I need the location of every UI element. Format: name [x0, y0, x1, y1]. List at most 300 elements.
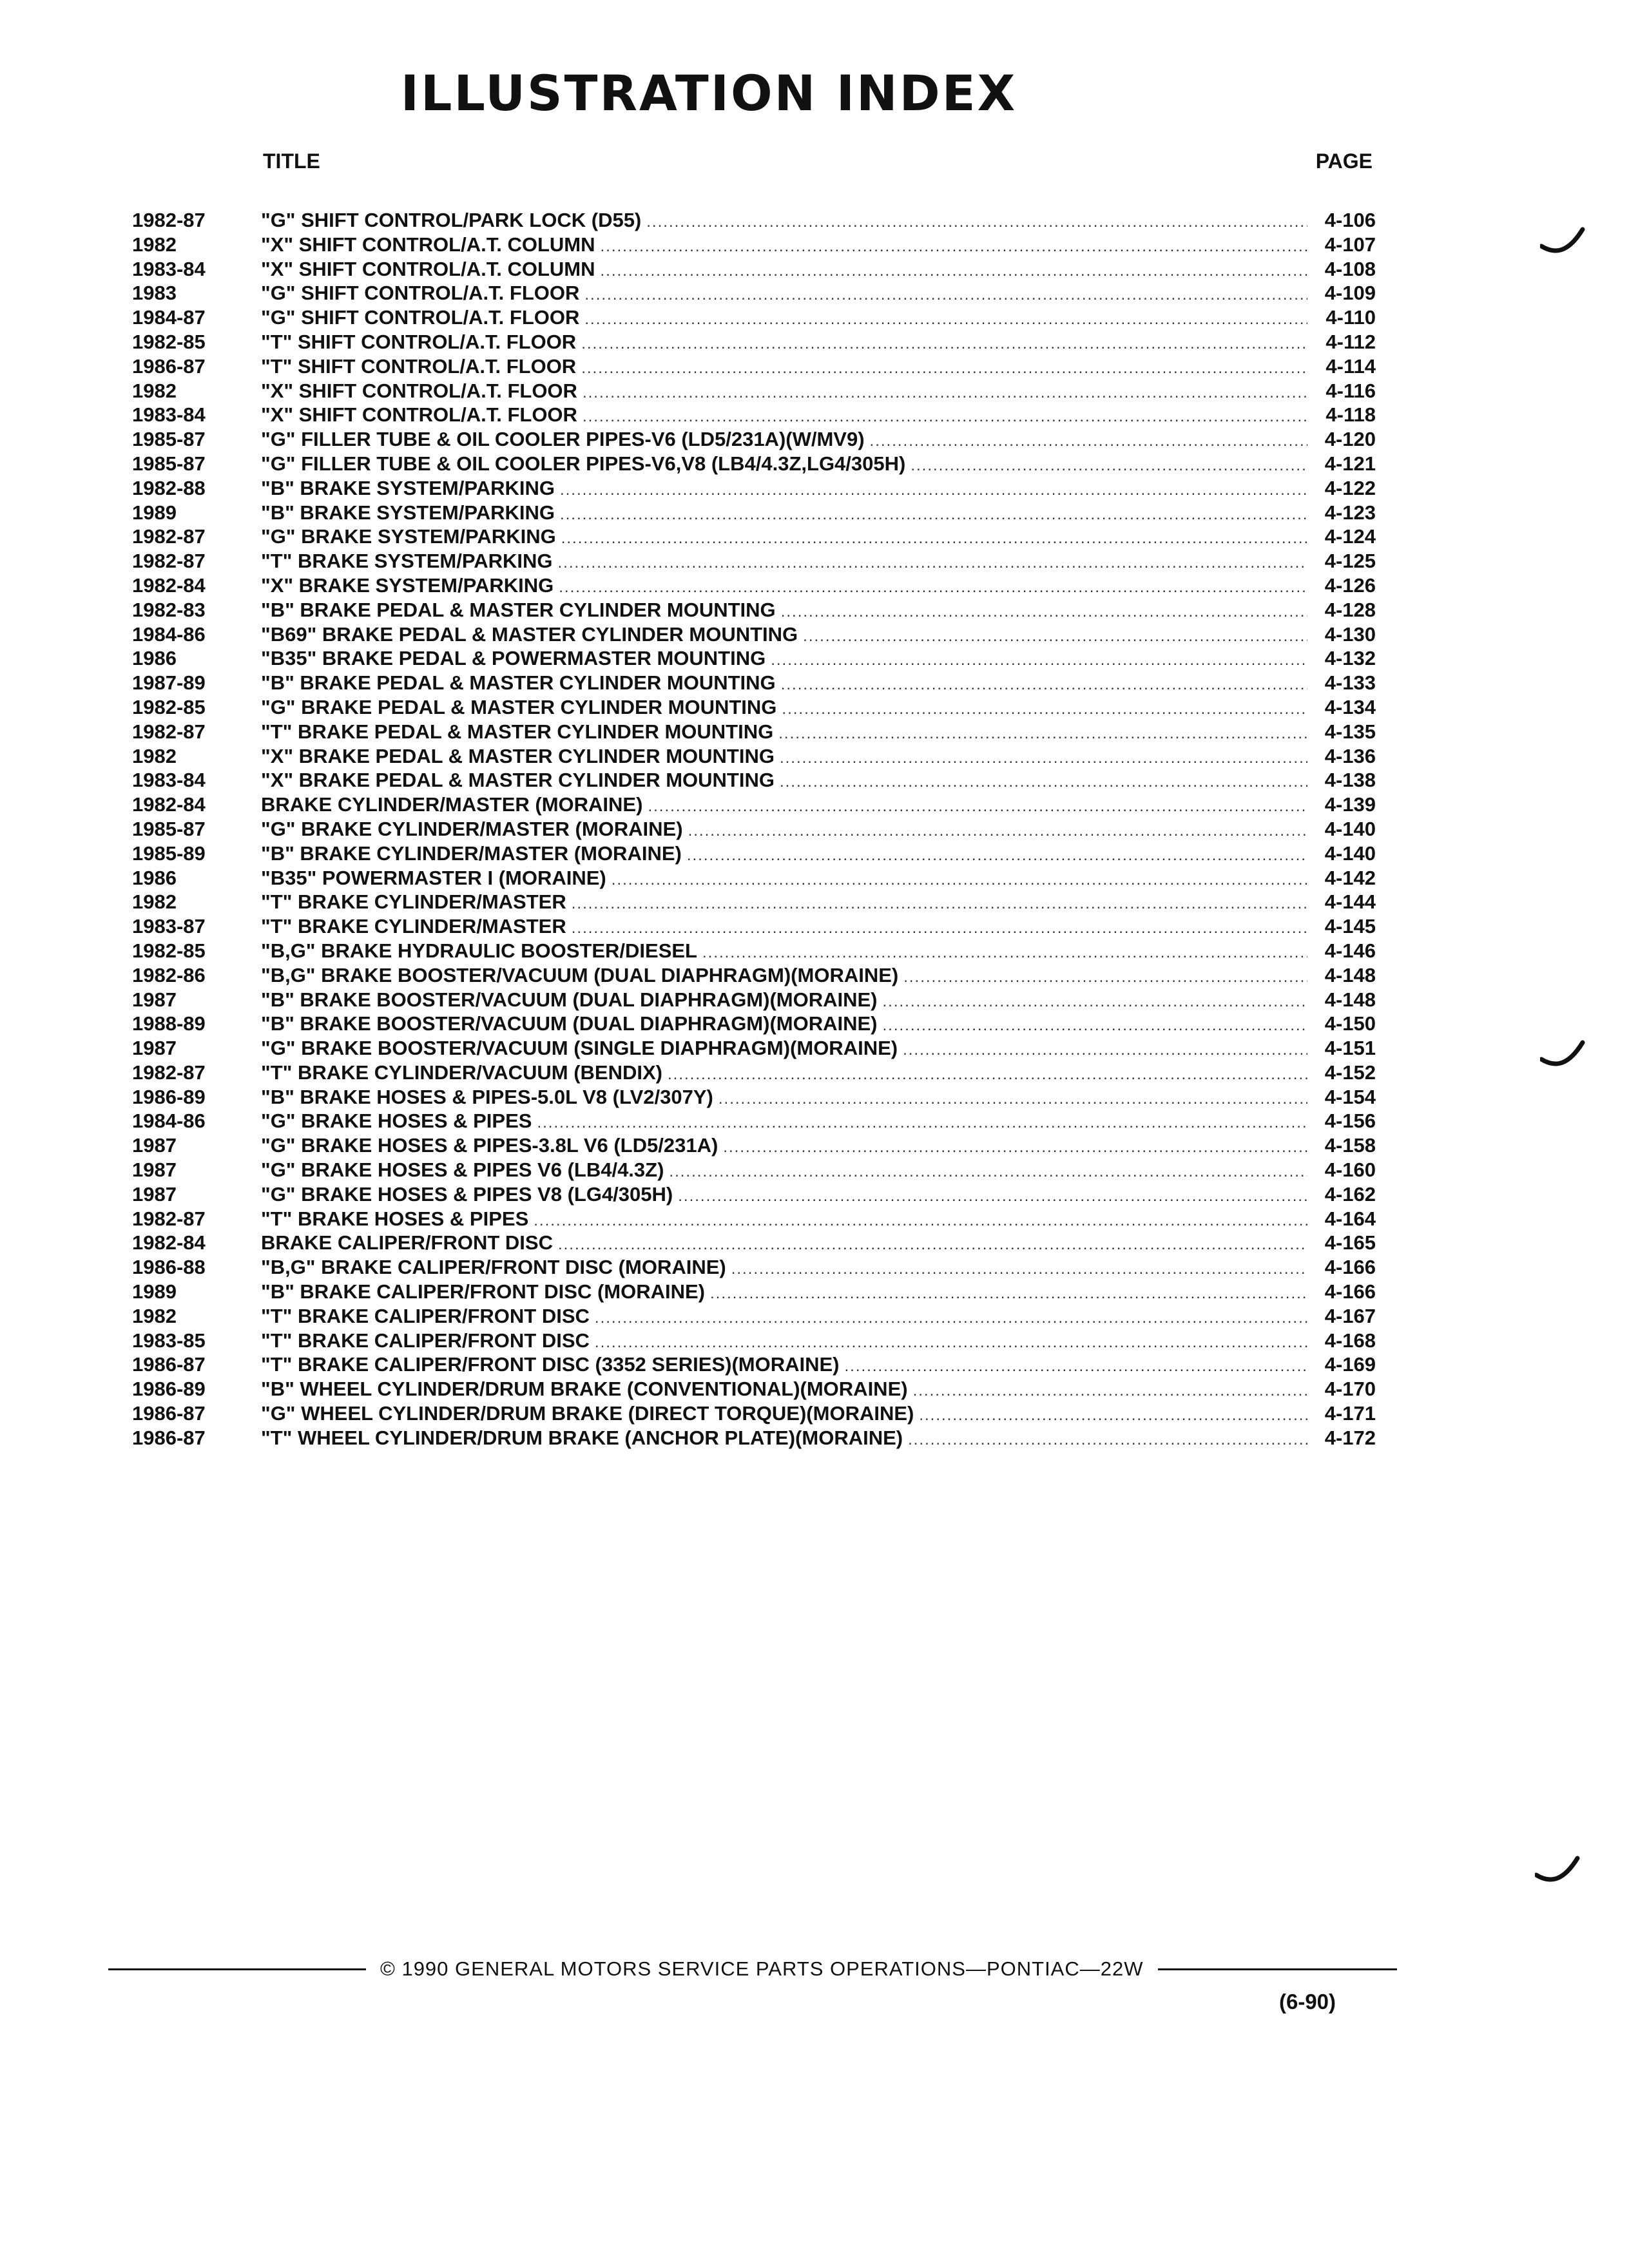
- leader-dots: [561, 526, 1307, 551]
- leader-dots: [537, 1111, 1307, 1135]
- entry-page: 4-164: [1324, 1207, 1376, 1230]
- entry-page: 4-136: [1324, 744, 1376, 767]
- entry-page: 4-126: [1324, 573, 1376, 597]
- entry-year: 1982-87: [132, 525, 206, 548]
- leader-dots: [600, 259, 1307, 284]
- entry-leader-line: [261, 866, 1376, 892]
- entry-year: 1986-87: [132, 1426, 206, 1449]
- index-entry: [132, 914, 1376, 939]
- entry-title: "G" SHIFT CONTROL/PARK LOCK (D55): [261, 209, 642, 231]
- entry-year: 1987: [132, 988, 177, 1011]
- entry-page: 4-125: [1324, 550, 1376, 573]
- entry-title: "B" BRAKE SYSTEM/PARKING: [261, 476, 555, 499]
- entry-year: 1989: [132, 1280, 177, 1303]
- entry-page: 4-106: [1324, 209, 1376, 231]
- index-entry: [132, 768, 1376, 793]
- entry-title: "T" BRAKE HOSES & PIPES: [261, 1207, 529, 1230]
- entry-title: "B" BRAKE SYSTEM/PARKING: [261, 501, 555, 524]
- margin-tick-mark: [1540, 1039, 1585, 1071]
- entry-title: "B,G" BRAKE BOOSTER/VACUUM (DUAL DIAPHRAGM)(MORAINE): [261, 963, 899, 986]
- entry-year: 1983-87: [132, 915, 206, 938]
- entry-page: 4-160: [1324, 1158, 1376, 1182]
- index-entry: [132, 1231, 1376, 1255]
- entry-leader-line: [261, 1061, 1376, 1087]
- leader-dots: [669, 1160, 1307, 1184]
- entry-page: 4-171: [1324, 1402, 1376, 1425]
- entry-leader-line: [261, 524, 1376, 551]
- entry-page: 4-158: [1324, 1134, 1376, 1157]
- leader-dots: [702, 941, 1307, 965]
- entry-leader-line: [261, 720, 1376, 746]
- entry-year: 1987-89: [132, 671, 206, 695]
- entry-year: 1984-86: [132, 622, 206, 646]
- leader-dots: [559, 575, 1307, 600]
- entry-year: 1982-88: [132, 476, 206, 499]
- entry-leader-line: [261, 573, 1376, 600]
- index-entry: [132, 1304, 1376, 1329]
- index-entry: [132, 622, 1376, 647]
- entry-page: 4-112: [1325, 330, 1376, 353]
- leader-dots: [581, 332, 1307, 356]
- index-entry: [132, 403, 1376, 427]
- entry-page: 4-148: [1324, 963, 1376, 986]
- index-entry: [132, 1329, 1376, 1353]
- leader-dots: [583, 381, 1307, 405]
- entry-title: "B69" BRAKE PEDAL & MASTER CYLINDER MOUNTING: [261, 622, 798, 646]
- entry-title: "B" WHEEL CYLINDER/DRUM BRAKE (CONVENTIONAL)(MORAINE): [261, 1378, 908, 1401]
- entry-title: "B" BRAKE PEDAL & MASTER CYLINDER MOUNTING: [261, 598, 776, 621]
- entry-leader-line: [261, 963, 1376, 990]
- entry-page: 4-110: [1325, 306, 1376, 329]
- footer-rule-left: [108, 1968, 366, 1970]
- entry-page: 4-166: [1324, 1280, 1376, 1303]
- entry-title: "X" SHIFT CONTROL/A.T. FLOOR: [261, 379, 577, 402]
- entry-year: 1987: [132, 1182, 177, 1206]
- entry-page: 4-154: [1324, 1085, 1376, 1108]
- entry-title: "G" FILLER TUBE & OIL COOLER PIPES-V6 (LD5/231A)(W/MV9): [261, 428, 865, 451]
- index-entry: [132, 1085, 1376, 1110]
- entry-leader-line: [261, 233, 1376, 259]
- leader-dots: [911, 454, 1307, 478]
- entry-year: 1986-89: [132, 1085, 206, 1108]
- entry-page: 4-148: [1324, 988, 1376, 1011]
- entry-leader-line: [261, 1231, 1376, 1257]
- entry-title: "G" BRAKE HOSES & PIPES-3.8L V6 (LD5/231A): [261, 1134, 718, 1157]
- leader-dots: [903, 965, 1307, 990]
- entry-page: 4-166: [1324, 1256, 1376, 1279]
- entry-page: 4-139: [1324, 793, 1376, 816]
- leader-dots: [646, 210, 1307, 235]
- entry-year: 1982: [132, 890, 177, 914]
- entry-leader-line: [261, 988, 1376, 1014]
- index-entry: [132, 598, 1376, 622]
- index-entry: [132, 988, 1376, 1012]
- index-entry: [132, 1255, 1376, 1280]
- entry-leader-line: [261, 1207, 1376, 1233]
- entry-leader-line: [261, 403, 1376, 429]
- entry-page: 4-152: [1324, 1061, 1376, 1084]
- entry-title: "G" BRAKE CYLINDER/MASTER (MORAINE): [261, 817, 683, 840]
- entry-year: 1987: [132, 1134, 177, 1157]
- entry-leader-line: [261, 427, 1376, 454]
- index-entry: [132, 305, 1376, 330]
- index-entry: [132, 1133, 1376, 1158]
- entry-title: "B,G" BRAKE CALIPER/FRONT DISC (MORAINE): [261, 1256, 726, 1279]
- entry-leader-line: [261, 1158, 1376, 1184]
- leader-dots: [723, 1135, 1307, 1160]
- leader-dots: [780, 746, 1307, 771]
- index-entry: [132, 208, 1376, 233]
- index-entry: [132, 866, 1376, 890]
- entry-leader-line: [261, 452, 1376, 478]
- leader-dots: [687, 843, 1307, 868]
- entry-page: 4-140: [1324, 817, 1376, 840]
- entry-year: 1982-85: [132, 939, 206, 962]
- entry-title: "T" SHIFT CONTROL/A.T. FLOOR: [261, 330, 577, 353]
- entry-page: 4-130: [1324, 622, 1376, 646]
- entry-leader-line: [261, 1085, 1376, 1111]
- entry-year: 1983-84: [132, 769, 206, 792]
- entry-year: 1986-87: [132, 354, 206, 378]
- leader-dots: [883, 990, 1308, 1014]
- index-entry: [132, 1377, 1376, 1401]
- entry-title: "T" BRAKE CALIPER/FRONT DISC: [261, 1329, 590, 1352]
- entry-year: 1982: [132, 233, 177, 256]
- entry-title: "G" BRAKE PEDAL & MASTER CYLINDER MOUNTING: [261, 695, 777, 718]
- leader-dots: [560, 478, 1307, 503]
- entry-year: 1985-87: [132, 817, 206, 840]
- entry-leader-line: [261, 1329, 1376, 1355]
- entry-page: 4-168: [1324, 1329, 1376, 1352]
- entry-year: 1982: [132, 1304, 177, 1327]
- index-entry: [132, 671, 1376, 695]
- leader-dots: [778, 722, 1307, 746]
- entry-title: "T" BRAKE CYLINDER/VACUUM (BENDIX): [261, 1061, 662, 1084]
- entry-title: "X" BRAKE SYSTEM/PARKING: [261, 573, 554, 597]
- entry-year: 1987: [132, 1158, 177, 1182]
- entry-title: "B35" BRAKE PEDAL & POWERMASTER MOUNTING: [261, 647, 766, 670]
- footer: [108, 1957, 1397, 1981]
- leader-dots: [710, 1282, 1307, 1306]
- entry-title: "T" BRAKE CALIPER/FRONT DISC (3352 SERIES)(MORAINE): [261, 1353, 840, 1376]
- index-entry: [132, 1352, 1376, 1377]
- entry-year: 1982-87: [132, 1061, 206, 1084]
- entry-year: 1983-84: [132, 257, 206, 280]
- entry-page: 4-156: [1324, 1110, 1376, 1133]
- leader-dots: [584, 283, 1307, 307]
- entry-leader-line: [261, 1012, 1376, 1038]
- index-entry: [132, 549, 1376, 573]
- leader-dots: [595, 1331, 1307, 1355]
- entry-page: 4-114: [1325, 354, 1376, 378]
- leader-dots: [731, 1257, 1307, 1282]
- index-entry: [132, 501, 1376, 525]
- entry-year: 1986-87: [132, 1402, 206, 1425]
- margin-tick-mark: [1540, 226, 1585, 258]
- leader-dots: [919, 1403, 1307, 1428]
- entry-year: 1987: [132, 1037, 177, 1060]
- leader-dots: [883, 1014, 1308, 1038]
- entry-leader-line: [261, 793, 1376, 819]
- entry-leader-line: [261, 476, 1376, 503]
- index-entry: [132, 233, 1376, 257]
- entry-leader-line: [261, 1109, 1376, 1135]
- entry-year: 1982-85: [132, 695, 206, 718]
- margin-tick-mark: [1535, 1854, 1580, 1887]
- entry-leader-line: [261, 598, 1376, 624]
- leader-dots: [668, 1062, 1307, 1087]
- entry-year: 1988-89: [132, 1012, 206, 1035]
- entry-title: "G" BRAKE SYSTEM/PARKING: [261, 525, 556, 548]
- footer-page-code: (6-90): [1279, 1990, 1336, 2013]
- entry-leader-line: [261, 817, 1376, 843]
- leader-dots: [782, 697, 1307, 722]
- entry-title: "B" BRAKE CALIPER/FRONT DISC (MORAINE): [261, 1280, 705, 1303]
- entry-page: 4-138: [1324, 769, 1376, 792]
- leader-dots: [572, 916, 1307, 941]
- entry-title: "T" BRAKE CALIPER/FRONT DISC: [261, 1304, 590, 1327]
- leader-dots: [908, 1428, 1307, 1452]
- entry-leader-line: [261, 281, 1376, 307]
- index-entry: [132, 720, 1376, 744]
- entry-title: "B,G" BRAKE HYDRAULIC BOOSTER/DIESEL: [261, 939, 697, 962]
- entry-page: 4-122: [1324, 476, 1376, 499]
- index-entry: [132, 793, 1376, 817]
- entry-page: 4-169: [1324, 1353, 1376, 1376]
- entry-leader-line: [261, 1426, 1376, 1452]
- entry-year: 1983-84: [132, 403, 206, 427]
- entry-title: "G" BRAKE HOSES & PIPES V8 (LG4/305H): [261, 1182, 673, 1206]
- entry-title: "T" BRAKE CYLINDER/MASTER: [261, 915, 566, 938]
- entry-page: 4-123: [1324, 501, 1376, 524]
- entry-leader-line: [261, 1036, 1376, 1062]
- leader-dots: [781, 600, 1307, 624]
- entry-title: "X" SHIFT CONTROL/A.T. FLOOR: [261, 403, 577, 427]
- index-entry: [132, 379, 1376, 403]
- index-entry: [132, 257, 1376, 282]
- entry-title: "B35" POWERMASTER I (MORAINE): [261, 866, 606, 889]
- entry-leader-line: [261, 671, 1376, 697]
- entry-page: 4-107: [1324, 233, 1376, 256]
- index-entry: [132, 1036, 1376, 1061]
- entry-title: "B" BRAKE BOOSTER/VACUUM (DUAL DIAPHRAGM)(MORAINE): [261, 1012, 878, 1035]
- entry-page: 4-121: [1324, 452, 1376, 475]
- entry-title: "T" BRAKE SYSTEM/PARKING: [261, 550, 553, 573]
- entry-leader-line: [261, 1352, 1376, 1379]
- entry-page: 4-144: [1324, 890, 1376, 914]
- entry-year: 1982-83: [132, 598, 206, 621]
- entry-year: 1983-85: [132, 1329, 206, 1352]
- entry-page: 4-165: [1324, 1231, 1376, 1254]
- entry-year: 1982-84: [132, 573, 206, 597]
- entry-page: 4-167: [1324, 1304, 1376, 1327]
- entry-leader-line: [261, 208, 1376, 235]
- index-entry: [132, 573, 1376, 598]
- entry-leader-line: [261, 305, 1376, 332]
- index-entry: [132, 281, 1376, 305]
- entry-page: 4-118: [1325, 403, 1376, 427]
- entry-title: "G" BRAKE HOSES & PIPES V6 (LB4/4.3Z): [261, 1158, 664, 1182]
- entry-title: BRAKE CYLINDER/MASTER (MORAINE): [261, 793, 643, 816]
- entry-leader-line: [261, 1304, 1376, 1331]
- index-entry: [132, 354, 1376, 379]
- index-entry: [132, 524, 1376, 549]
- entry-year: 1982-84: [132, 1231, 206, 1254]
- entry-leader-line: [261, 768, 1376, 794]
- page-title: ILLUSTRATION INDEX: [400, 64, 1017, 122]
- entry-page: 4-108: [1324, 257, 1376, 280]
- entry-year: 1984-87: [132, 306, 206, 329]
- entry-year: 1985-87: [132, 452, 206, 475]
- leader-dots: [595, 1306, 1307, 1331]
- entry-page: 4-135: [1324, 720, 1376, 743]
- index-entry: [132, 817, 1376, 841]
- entry-page: 4-146: [1324, 939, 1376, 962]
- entry-year: 1982: [132, 744, 177, 767]
- entry-page: 4-172: [1324, 1426, 1376, 1449]
- index-entry: [132, 476, 1376, 501]
- entry-year: 1986: [132, 866, 177, 889]
- entry-title: "X" BRAKE PEDAL & MASTER CYLINDER MOUNTING: [261, 744, 775, 767]
- leader-dots: [771, 648, 1307, 673]
- entry-leader-line: [261, 841, 1376, 868]
- leader-dots: [600, 235, 1307, 259]
- entry-page: 4-150: [1324, 1012, 1376, 1035]
- entry-year: 1986: [132, 647, 177, 670]
- index-entry: [132, 1012, 1376, 1036]
- entry-year: 1982-87: [132, 1207, 206, 1230]
- entry-title: "G" SHIFT CONTROL/A.T. FLOOR: [261, 282, 580, 305]
- entry-title: "G" SHIFT CONTROL/A.T. FLOOR: [261, 306, 580, 329]
- index-entry: [132, 1158, 1376, 1182]
- entry-page: 4-109: [1324, 282, 1376, 305]
- entry-year: 1986-88: [132, 1256, 206, 1279]
- index-entry: [132, 695, 1376, 720]
- entry-year: 1982-86: [132, 963, 206, 986]
- entry-leader-line: [261, 646, 1376, 673]
- entry-year: 1982-87: [132, 550, 206, 573]
- entry-leader-line: [261, 257, 1376, 284]
- entry-leader-line: [261, 622, 1376, 649]
- leader-dots: [913, 1379, 1307, 1403]
- index-entry: [132, 452, 1376, 476]
- entry-title: "T" SHIFT CONTROL/A.T. FLOOR: [261, 354, 577, 378]
- leader-dots: [581, 356, 1307, 381]
- entry-title: "B" BRAKE CYLINDER/MASTER (MORAINE): [261, 841, 682, 865]
- index-entry: [132, 1207, 1376, 1231]
- leader-dots: [648, 794, 1307, 819]
- entry-title: "X" SHIFT CONTROL/A.T. COLUMN: [261, 257, 595, 280]
- index-entry: [132, 427, 1376, 452]
- entry-leader-line: [261, 1255, 1376, 1282]
- entry-leader-line: [261, 379, 1376, 405]
- entry-year: 1982-87: [132, 209, 206, 231]
- entry-leader-line: [261, 914, 1376, 941]
- leader-dots: [558, 551, 1307, 575]
- column-header-title: TITLE: [263, 149, 320, 173]
- entry-leader-line: [261, 501, 1376, 527]
- entry-page: 4-124: [1324, 525, 1376, 548]
- entry-leader-line: [261, 1182, 1376, 1209]
- entry-year: 1989: [132, 501, 177, 524]
- index-entry: [132, 330, 1376, 354]
- footer-copyright: © 1990 GENERAL MOTORS SERVICE PARTS OPERATIONS—PONTIAC—22W: [380, 1957, 1144, 1980]
- index-entries: [132, 208, 1376, 1450]
- index-entry: [132, 963, 1376, 988]
- leader-dots: [688, 819, 1307, 843]
- index-entry: [132, 939, 1376, 963]
- entry-title: BRAKE CALIPER/FRONT DISC: [261, 1231, 553, 1254]
- entry-year: 1986-87: [132, 1353, 206, 1376]
- footer-rule-right: [1158, 1968, 1398, 1970]
- index-entry: [132, 646, 1376, 671]
- leader-dots: [583, 405, 1307, 429]
- entry-leader-line: [261, 890, 1376, 916]
- entry-title: "B" BRAKE PEDAL & MASTER CYLINDER MOUNTING: [261, 671, 776, 695]
- leader-dots: [678, 1184, 1307, 1209]
- entry-leader-line: [261, 1280, 1376, 1306]
- leader-dots: [560, 503, 1307, 527]
- column-header-page: PAGE: [1315, 149, 1373, 173]
- leader-dots: [584, 307, 1307, 332]
- entry-year: 1982-85: [132, 330, 206, 353]
- entry-leader-line: [261, 549, 1376, 575]
- index-entry: [132, 1280, 1376, 1304]
- leader-dots: [870, 429, 1307, 454]
- index-entry: [132, 890, 1376, 914]
- leader-dots: [803, 624, 1307, 649]
- entry-title: "X" BRAKE PEDAL & MASTER CYLINDER MOUNTING: [261, 769, 775, 792]
- entry-page: 4-145: [1324, 915, 1376, 938]
- entry-title: "B" BRAKE HOSES & PIPES-5.0L V8 (LV2/307Y): [261, 1085, 713, 1108]
- entry-title: "B" BRAKE BOOSTER/VACUUM (DUAL DIAPHRAGM)(MORAINE): [261, 988, 878, 1011]
- entry-title: "G" BRAKE BOOSTER/VACUUM (SINGLE DIAPHRAGM)(MORAINE): [261, 1037, 898, 1060]
- entry-page: 4-142: [1324, 866, 1376, 889]
- entry-page: 4-134: [1324, 695, 1376, 718]
- leader-dots: [718, 1087, 1307, 1111]
- index-entry: [132, 1426, 1376, 1450]
- entry-page: 4-116: [1325, 379, 1376, 402]
- entry-page: 4-140: [1324, 841, 1376, 865]
- entry-leader-line: [261, 1133, 1376, 1160]
- entry-leader-line: [261, 1401, 1376, 1428]
- entry-leader-line: [261, 1377, 1376, 1403]
- entry-year: 1983: [132, 282, 177, 305]
- index-entry: [132, 1182, 1376, 1207]
- index-entry: [132, 1401, 1376, 1426]
- entry-year: 1984-86: [132, 1110, 206, 1133]
- index-entry: [132, 1061, 1376, 1085]
- entry-leader-line: [261, 695, 1376, 722]
- entry-title: "G" FILLER TUBE & OIL COOLER PIPES-V6,V8 (LB4/4.3Z,LG4/305H): [261, 452, 906, 475]
- leader-dots: [572, 892, 1307, 916]
- entry-year: 1982-87: [132, 720, 206, 743]
- leader-dots: [781, 673, 1307, 697]
- entry-year: 1985-87: [132, 428, 206, 451]
- leader-dots: [612, 868, 1307, 892]
- entry-page: 4-132: [1324, 647, 1376, 670]
- leader-dots: [534, 1209, 1307, 1233]
- entry-year: 1985-89: [132, 841, 206, 865]
- entry-leader-line: [261, 354, 1376, 381]
- entry-page: 4-128: [1324, 598, 1376, 621]
- leader-dots: [558, 1233, 1307, 1257]
- leader-dots: [780, 770, 1307, 794]
- entry-title: "T" WHEEL CYLINDER/DRUM BRAKE (ANCHOR PLATE)(MORAINE): [261, 1426, 903, 1449]
- index-entry: [132, 841, 1376, 866]
- leader-dots: [844, 1354, 1307, 1379]
- index-entry: [132, 744, 1376, 769]
